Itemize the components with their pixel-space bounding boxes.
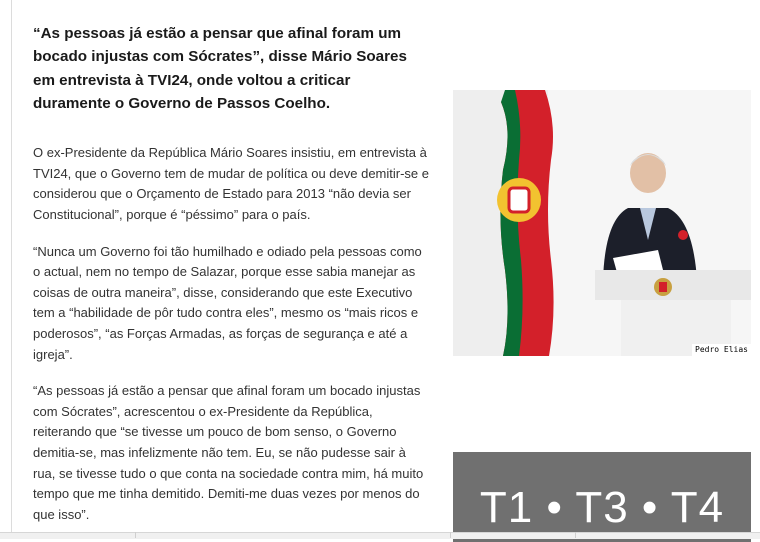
photo-illustration xyxy=(453,90,751,356)
article-paragraph-3: “As pessoas já estão a pensar que afinal foram um bocado injustas com Sócrates”, acrescentou o ex-Presidente da República, reiterando que “se tivesse um pouco de bom senso, o Governo demitia-se, mas infelizmente não tem. Eu, se não pudesse sair à rua, se tivesse tudo o que conta na sociedade contra mim, há muito tempo que me tinha demitido. Demiti-me duas vezes por menos do que isso”. xyxy=(33,383,424,522)
left-border-line xyxy=(11,0,12,538)
article-body xyxy=(33,22,431,541)
article-paragraph-2: “Nunca um Governo foi tão humilhado e odiado pela pessoas como o actual, nem no tempo de Salazar, porque esse sabia manejar as coisas de outra maneira”, disse, considerando que este Executivo tem a “habilidade de pôr tudo contra eles”, mesmo os “mais ricos e poderosos”, “as Forças Armadas, as forças de segurança e até a igreja”. xyxy=(33,243,422,362)
article-photo xyxy=(453,90,751,356)
photo-credit: Pedro Elias xyxy=(692,344,751,356)
tab-separator xyxy=(135,532,136,538)
article-paragraph-1: O ex-Presidente da República Mário Soares insistiu, em entrevista à TVI24, que o Governo tem de mudar de política ou deve demitir-se e considerou que o Orçamento de Estado para 2013 “não devia ser Constitucional”, porque é “péssimo” para o país. xyxy=(33,145,429,222)
tab-separator xyxy=(575,532,576,538)
article-lead: “As pessoas já estão a pensar que afinal foram um bocado injustas com Sócrates”, disse Mário Soares em entrevista à TVI24, onde voltou a criticar duramente o Governo de Passos Coelho. xyxy=(33,25,407,112)
banner-text: T1 • T3 • T4 xyxy=(479,483,725,532)
tab-separator xyxy=(450,532,451,538)
tvi-banner[interactable] xyxy=(453,452,751,542)
